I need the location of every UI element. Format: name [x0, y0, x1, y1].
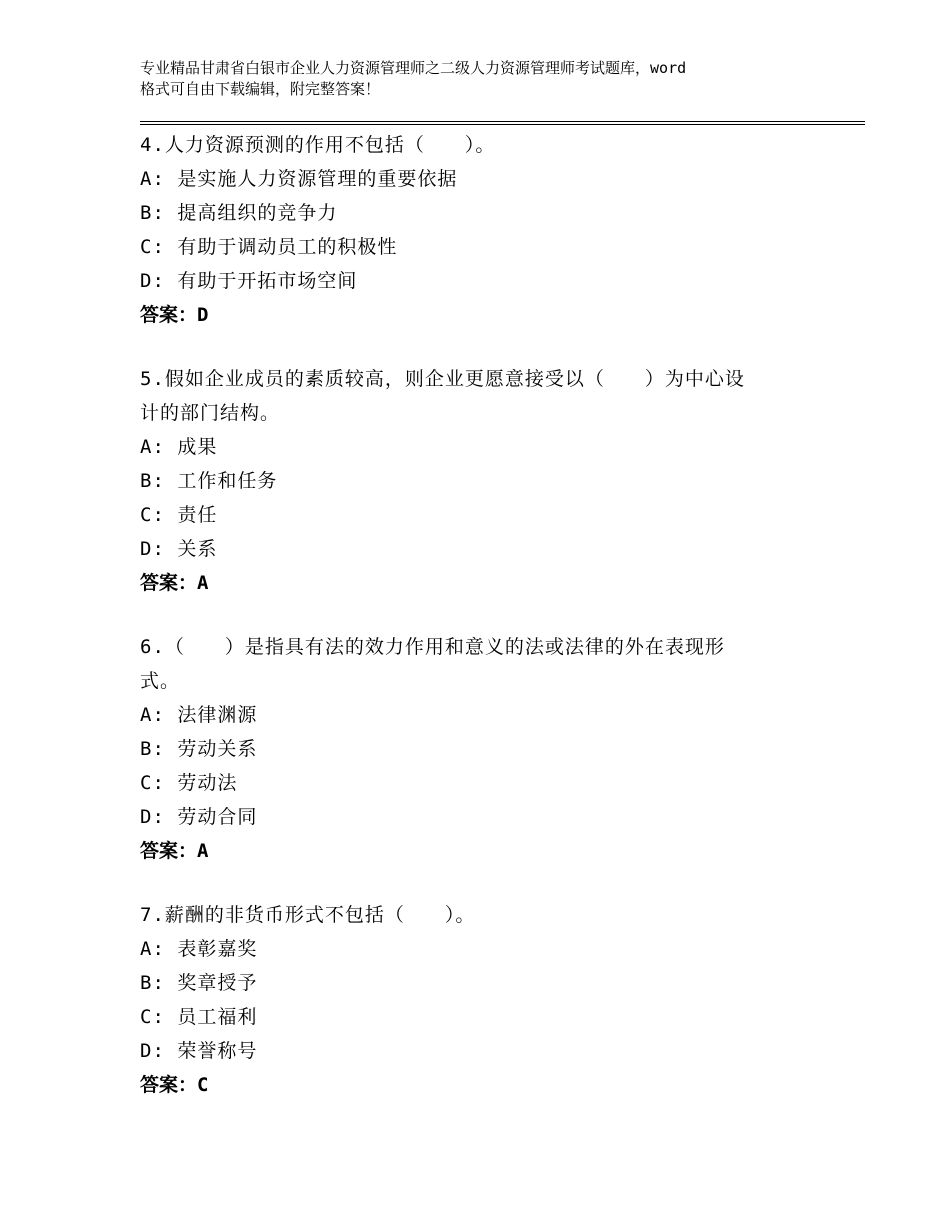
- question-list: [140, 126, 830, 1130]
- option-c: C: 劳动法: [140, 772, 238, 794]
- answer-label: 答案：: [140, 840, 198, 862]
- question-line: 5.假如企业成员的素质较高，则企业更愿意接受以（ ）为中心设: [140, 368, 745, 390]
- question-5: [140, 360, 830, 600]
- answer-label: 答案：: [140, 572, 198, 594]
- answer: [140, 1068, 830, 1102]
- answer-label: 答案：: [140, 304, 198, 326]
- header-divider-bottom: [140, 124, 865, 125]
- question-text: [140, 126, 830, 162]
- option-c: C: 有助于调动员工的积极性: [140, 236, 398, 258]
- question-line: 式。: [140, 670, 181, 692]
- answer: [140, 834, 830, 868]
- question-line: 计的部门结构。: [140, 402, 281, 424]
- answer-value: D: [197, 304, 209, 326]
- header-line-2: 格式可自由下载编辑，附完整答案！: [140, 80, 381, 98]
- option-c: C: 员工福利: [140, 1006, 258, 1028]
- question-text: [140, 896, 830, 932]
- question-line: 6.（ ）是指具有法的效力作用和意义的法或法律的外在表现形: [140, 636, 725, 658]
- answer: [140, 298, 830, 332]
- option-a: A: 表彰嘉奖: [140, 938, 258, 960]
- option-a: A: 是实施人力资源管理的重要依据: [140, 168, 458, 190]
- option-b: B: 劳动关系: [140, 738, 258, 760]
- answer: [140, 566, 830, 600]
- question-text: [140, 360, 830, 430]
- question-text: [140, 628, 830, 698]
- answer-value: C: [197, 1074, 209, 1096]
- option-b: B: 工作和任务: [140, 470, 278, 492]
- option-b: B: 提高组织的竞争力: [140, 202, 338, 224]
- question-6: [140, 628, 830, 868]
- answer-label: 答案：: [140, 1074, 198, 1096]
- option-d: D: 有助于开拓市场空间: [140, 270, 358, 292]
- answer-value: A: [197, 840, 209, 862]
- option-a: A: 法律渊源: [140, 704, 258, 726]
- option-d: D: 荣誉称号: [140, 1040, 258, 1062]
- option-d: D: 劳动合同: [140, 806, 258, 828]
- option-a: A: 成果: [140, 436, 218, 458]
- option-b: B: 奖章授予: [140, 972, 258, 994]
- header-line-1: 专业精品甘肃省白银市企业人力资源管理师之二级人力资源管理师考试题库，word: [140, 59, 687, 77]
- question-line: 7.薪酬的非货币形式不包括（ ）。: [140, 904, 476, 926]
- question-7: [140, 896, 830, 1102]
- document-header: [140, 58, 830, 100]
- question-line: 4.人力资源预测的作用不包括（ ）。: [140, 134, 496, 156]
- header-divider-top: [140, 121, 865, 122]
- option-c: C: 责任: [140, 504, 218, 526]
- option-d: D: 关系: [140, 538, 218, 560]
- question-4: [140, 126, 830, 332]
- answer-value: A: [197, 572, 209, 594]
